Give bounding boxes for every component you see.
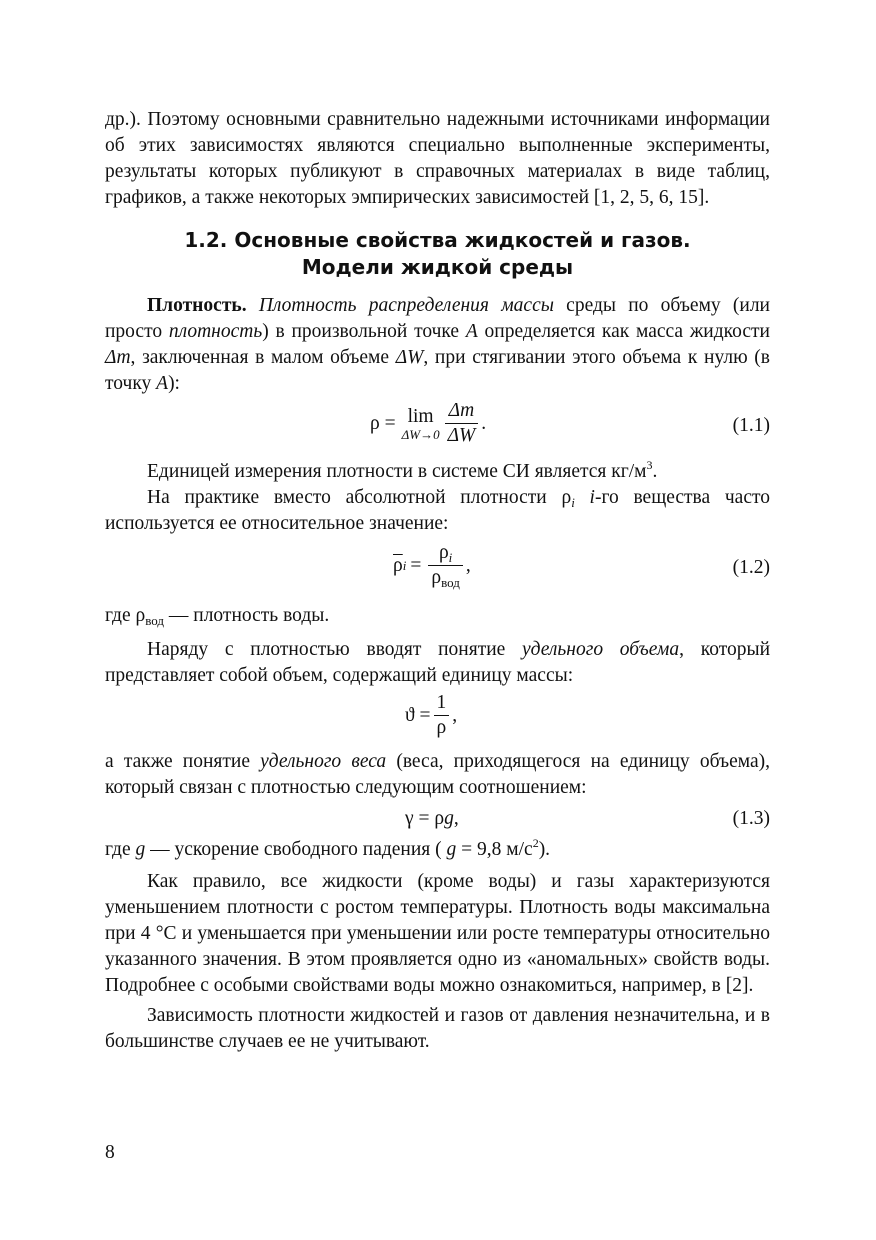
relative-density-paragraph: На практике вместо абсолютной плотности $\rho_i$ i-го вещества часто используется ее относительное значение: [105,487,771,534]
equation-1-2-label: (1.2) [732,557,770,578]
temperature-paragraph: Как правило, все жидкости (кроме воды) и газы характеризуются уменьшением плотности с ростом температуры. Плотность воды максимальна при 4 °С и уменьшается при уменьшении или росте температуры относительно указанного значения. В этом проявляется одно из «аномальных» свойств воды. Подробнее с особыми свойствами воды можно ознакомиться, например, в [2]. [105,871,770,996]
pressure-paragraph: Зависимость плотности жидкостей и газов от давления незначительна, и в большинстве случаев ее не учитывают. [105,1005,770,1052]
units-paragraph: Единицей измерения плотности в системе СИ является $кг/м^3$. [147,458,658,482]
page-number: 8 [105,1142,115,1163]
density-definition-italic: Плотность распределения массы [258,295,554,316]
equation-1-3 [105,801,770,837]
equation-1-3-label: (1.3) [732,808,770,829]
specific-weight-paragraph: а также понятие удельного веса (веса, приходящегося на единицу объема), который связан с плотностью следующим соотношением: [105,751,770,798]
equation-1-2 [105,537,770,599]
density-term: Плотность. [147,295,247,316]
intro-paragraph: др.). Поэтому основными сравнительно надежными источниками информации об этих зависимостях являются специально выполненные эксперименты, результаты которых публикуют в справочных материалах в виде таблиц, графиков, а также некоторых эмпирических зависимостей [1, 2, 5, 6, 15]. [105,109,770,208]
specific-volume-formula: ϑ = $\frac{1}{\rho}$ , [405,692,458,738]
page-body [105,107,770,1055]
specific-volume-equation [105,689,770,749]
equation-1-3-formula: γ = ρ g , [405,808,459,829]
specific-volume-paragraph: Наряду с плотностью вводят понятие удельного объема, который представляет собой объем, содержащий единицу массы: [105,639,771,686]
equation-1-1-formula: ρ = lim ΔW→0 $\frac{\Delta m}{\Delta W}$ . [370,400,487,446]
section-heading [105,227,770,281]
equation-1-2-formula: $\overline{\rho}$ i = $\frac{\rho_i}{\rho_{вод}}$ , [393,542,471,590]
density-paragraph: Плотность. Плотность распределения массы среды по объему (или просто плотность) в произвольной точке A определяется как масса жидкости Δm, заключенная в малом объеме ΔW, при стягивании этого объема к нулю (в точку A): [105,295,770,394]
equation-1-1-label: (1.1) [732,415,770,436]
section-heading-line-1: 1.2. Основные свойства жидкостей и газов. [184,228,691,252]
equation-1-1 [105,397,770,455]
water-density-note: где $\rho_{вод}$ — плотность воды. [105,605,330,628]
gravity-note: где g — ускорение свободного падения ( g = 9,8 $м/с^2$). [105,836,551,860]
section-heading-line-2: Модели жидкой среды [301,255,574,279]
